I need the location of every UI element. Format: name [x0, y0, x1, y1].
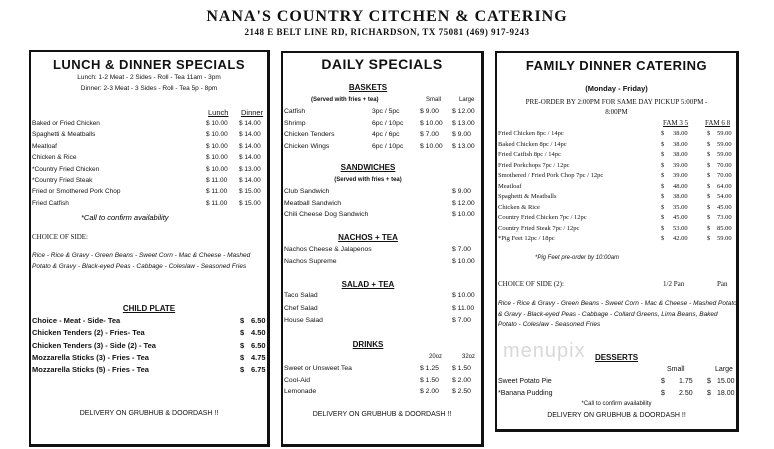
item-price: 45.00 [717, 203, 732, 211]
item-price: $ [661, 161, 665, 169]
item-name: Cool-Aid [284, 376, 311, 384]
item-price: $ [240, 328, 245, 338]
child-plate-list [31, 316, 267, 377]
baskets-served-note: (Served with fries + tea) [311, 97, 379, 103]
menu-row [31, 154, 267, 165]
item-price: $ 10.00 [452, 292, 475, 299]
item-price: $ 14.00 [239, 176, 261, 184]
item-price: $ 14.00 [239, 120, 261, 127]
item-name: Club Sandwich [284, 188, 330, 195]
menu-row [283, 258, 481, 270]
item-price: $ [661, 140, 665, 148]
item-price: 6pc / 10pc [372, 142, 404, 150]
item-name: Spaghetti & Meatballs [32, 131, 96, 139]
menu-row [497, 183, 736, 194]
menu-row [31, 365, 267, 377]
item-price: $ 11.00 [206, 199, 228, 207]
item-price: $ [661, 130, 665, 137]
item-name: Sweet or Unsweet Tea [284, 365, 352, 372]
preorder-line-1: PRE-ORDER BY 2:00PM FOR SAME DAY PICKUP 5:00PM - [525, 98, 708, 106]
item-price: $ 12.00 [452, 199, 475, 207]
item-price: 70.00 [717, 172, 732, 179]
item-name: Fried Porkchops 7pc / 12pc [498, 161, 570, 169]
family-items-list [497, 130, 736, 246]
item-price: $ 14.00 [239, 154, 261, 162]
menu-row [497, 204, 736, 215]
item-price: $ 11.00 [452, 304, 475, 312]
item-price: $ [707, 193, 711, 200]
item-name: Spaghetti & Meatballs [498, 193, 557, 200]
half-pan-header: 1/2 Pan [663, 280, 685, 288]
menu-row [31, 200, 267, 211]
family-catering-title: FAMILY DINNER CATERING [525, 58, 708, 73]
item-price: $ [240, 340, 245, 350]
item-price: $ 13.00 [452, 142, 475, 150]
item-price: $ 13.00 [452, 119, 475, 127]
item-name: Nachos Cheese & Jalapenos [284, 246, 372, 253]
item-price: $ 1.50 [420, 376, 439, 384]
preorder-line-2: 8:00PM [605, 108, 628, 116]
restaurant-address: 2148 E BELT LINE RD, RICHARDSON, TX 75081 (469) 917-9243 [244, 27, 530, 37]
item-price: $ [661, 172, 665, 179]
item-price: 45.00 [673, 214, 688, 221]
item-price: $ [707, 161, 711, 169]
item-price: 38.00 [673, 193, 688, 200]
item-price: 85.00 [717, 224, 732, 232]
item-name: Mozzarella Sticks (5) - Fries - Tea [32, 365, 149, 375]
item-price: $ [661, 214, 665, 221]
menu-row [31, 188, 267, 199]
lunch-note: *Call to confirm availability [81, 213, 169, 222]
item-name: Mozzarella Sticks (3) - Fries - Tea [32, 352, 149, 362]
item-name: Chili Cheese Dog Sandwich [284, 211, 369, 218]
item-name: Country Fried Chicken 7pc / 12pc [498, 214, 587, 221]
side-list: Rice - Rice & Gravy - Green Beans - Sweet Corn - Mac & Cheese - Mashed Potato & Gravy - Black-eyed Peas - Cabbage - Coleslaw - Seasoned Fries [32, 252, 251, 270]
nachos-title: NACHOS + TEA [338, 233, 398, 242]
item-name: Fried Catfish 8pc / 14pc [498, 151, 561, 158]
item-price: $ [707, 214, 711, 221]
item-price: $ 15.00 [239, 188, 261, 196]
item-name: Chicken & Rice [32, 154, 77, 162]
item-price: 4pc / 6pc [372, 131, 400, 138]
watermark-logo: menupix [503, 340, 586, 362]
item-price: $ 1.50 [452, 365, 471, 372]
menu-row [31, 120, 267, 131]
desserts-list [497, 378, 736, 401]
item-price: 6.75 [251, 365, 266, 375]
item-price: $ 11.00 [206, 188, 228, 196]
sandwiches-title: SANDWICHES [340, 163, 396, 172]
item-price: 18.00 [717, 389, 735, 397]
menu-row [497, 141, 736, 152]
item-price: $ 9.00 [452, 131, 471, 138]
fam35-col-header: FAM 3 5 [663, 119, 689, 127]
menu-row [497, 130, 736, 141]
item-price: 59.00 [717, 151, 732, 158]
item-price: $ [240, 352, 245, 362]
dinner-col-header: Dinner [241, 108, 264, 117]
desserts-title: DESSERTS [594, 353, 639, 362]
family-catering-panel [495, 51, 739, 432]
menu-row [283, 292, 481, 305]
item-price: $ 10.00 [206, 131, 228, 139]
item-price: $ 13.00 [239, 165, 261, 173]
menu-row [31, 131, 267, 142]
item-price: 35.00 [673, 203, 688, 211]
nachos-list [283, 246, 481, 269]
item-price: 6.50 [251, 316, 266, 325]
item-price: $ 10.00 [452, 257, 475, 265]
item-name: Chef Salad [284, 304, 318, 312]
item-price: $ [707, 182, 711, 190]
item-price: $ [661, 224, 665, 232]
menu-row [31, 316, 267, 328]
item-price: $ [661, 203, 665, 211]
lunch-hours: Lunch: 1-2 Meat - 2 Sides - Roll - Tea 11am - 3pm [77, 74, 221, 81]
menu-row [283, 377, 481, 389]
item-price: $ 2.00 [452, 376, 471, 384]
item-price: $ [707, 172, 711, 179]
item-name: Chicken & Rice [498, 203, 540, 211]
menu-row [497, 390, 736, 402]
item-name: Lemonade [284, 388, 317, 395]
item-price: $ [707, 224, 711, 232]
item-price: $ 11.00 [206, 176, 228, 184]
item-name: *Pig Feet 12pc / 18pc [498, 235, 555, 242]
item-price: $ 2.50 [452, 388, 471, 395]
pan-header: Pan [717, 280, 728, 288]
item-price: $ 9.00 [452, 188, 471, 195]
item-name: Sweet Potato Pie [498, 378, 552, 385]
menu-row [497, 172, 736, 183]
item-name: Baked or Fried Chicken [32, 120, 100, 127]
baskets-list [283, 108, 481, 154]
child-plate-title: CHILD PLATE [122, 304, 176, 313]
daily-specials-title: DAILY SPECIALS [321, 56, 443, 72]
menu-row [497, 162, 736, 173]
lunch-col-header: Lunch [208, 108, 229, 117]
item-price: $ 14.00 [239, 142, 261, 150]
item-price: 48.00 [673, 182, 688, 190]
item-price: $ 10.00 [206, 165, 228, 173]
delivery-note: DELIVERY ON GRUBHUB & DOORDASH !! [312, 411, 452, 418]
item-price: $ [240, 316, 245, 325]
item-price: $ 7.00 [452, 246, 471, 253]
item-price: 59.00 [717, 130, 732, 137]
item-price: $ [707, 235, 711, 242]
menu-row [31, 143, 267, 154]
sandwiches-list [283, 188, 481, 223]
menu-row [283, 120, 481, 132]
item-price: $ [661, 193, 665, 200]
small-col-header: Small [426, 97, 442, 103]
item-price: $ [661, 235, 665, 242]
salad-title: SALAD + TEA [341, 280, 395, 289]
item-price: $ 2.00 [420, 388, 439, 395]
item-name: Catfish [284, 108, 306, 115]
item-name: Smothered / Fried Pork Chop 7pc / 12pc [498, 172, 604, 179]
side-label: CHOICE OF SIDE: [32, 233, 89, 241]
lunch-items-list [31, 120, 267, 211]
item-price: $ [661, 378, 665, 385]
baskets-title: BASKETS [348, 83, 388, 92]
item-price: 4.75 [251, 352, 266, 362]
item-price: $ [661, 151, 665, 158]
dessert-large-header: Large [715, 366, 733, 373]
item-name: Taco Salad [284, 292, 318, 299]
item-name: Chicken Wings [284, 142, 330, 150]
menu-row [497, 193, 736, 204]
item-price: 4.50 [251, 328, 266, 338]
menu-row [497, 151, 736, 162]
menu-row [31, 177, 267, 188]
days-label: (Monday - Friday) [585, 84, 648, 93]
item-price: $ 10.00 [206, 142, 228, 150]
menu-row [283, 365, 481, 377]
item-price: $ [707, 203, 711, 211]
item-price: $ [707, 378, 711, 385]
item-name: Chicken Tenders (2) - Fries- Tea [32, 328, 145, 338]
menu-row [283, 246, 481, 258]
item-price: 2.50 [679, 389, 693, 397]
item-price: 53.00 [673, 224, 688, 232]
item-price: 6pc / 10pc [372, 119, 404, 127]
item-price: $ 14.00 [239, 131, 261, 139]
menu-row [497, 378, 736, 390]
menu-row [31, 353, 267, 365]
dessert-small-header: Small [667, 366, 685, 373]
drinks-list [283, 365, 481, 400]
item-price: 54.00 [717, 193, 732, 200]
item-name: Choice - Meat - Side- Tea [32, 316, 121, 325]
item-price: $ [661, 389, 665, 397]
menu-row [497, 235, 736, 246]
fam68-col-header: FAM 6 8 [705, 119, 731, 127]
dessert-note: *Call to confirm availability [581, 401, 652, 407]
32oz-col-header: 32oz [462, 354, 476, 360]
item-name: Baked Chicken 8pc / 14pc [498, 140, 567, 148]
item-name: Country Fried Steak 7pc / 12pc [498, 224, 580, 232]
menu-row [31, 166, 267, 177]
menu-row [31, 341, 267, 353]
lunch-dinner-title: LUNCH & DINNER SPECIALS [52, 57, 246, 72]
item-name: House Salad [284, 317, 323, 324]
pig-feet-note: *Pig Feet pre-order by 10:00am [535, 255, 620, 261]
item-price: 3pc / 5pc [372, 108, 400, 115]
item-price: $ [707, 130, 711, 137]
menu-row [283, 188, 481, 200]
item-price: $ 7.00 [452, 317, 471, 324]
menu-row [283, 131, 481, 143]
item-price: $ [240, 365, 245, 375]
menu-row [283, 388, 481, 400]
item-price: $ 15.00 [239, 199, 261, 207]
item-price: $ [707, 151, 711, 158]
item-name: Meatloaf [498, 182, 522, 190]
item-price: $ 10.00 [420, 142, 443, 150]
item-price: 1.75 [679, 378, 693, 385]
item-price: $ 10.00 [420, 119, 443, 127]
item-name: Chicken Tenders [284, 131, 335, 138]
item-price: 38.00 [673, 151, 688, 158]
item-price: $ [661, 182, 665, 190]
item-price: 38.00 [673, 140, 688, 148]
item-price: $ 12.00 [452, 108, 475, 115]
item-price: $ [707, 140, 711, 148]
menu-row [283, 108, 481, 120]
item-price: 59.00 [717, 235, 732, 242]
item-name: Fried or Smothered Pork Chop [32, 188, 121, 196]
item-name: Meatball Sandwich [284, 199, 342, 207]
item-name: Shrimp [284, 119, 306, 127]
item-name: Meatloaf [32, 142, 57, 150]
item-price: 70.00 [717, 161, 732, 169]
item-price: 64.00 [717, 182, 732, 190]
delivery-note: DELIVERY ON GRUBHUB & DOORDASH !! [547, 412, 686, 419]
item-price: 15.00 [717, 378, 735, 385]
restaurant-name: NANA'S COUNTRY CITCHEN & CATERING [206, 8, 568, 25]
menu-row [283, 211, 481, 223]
item-price: 59.00 [717, 140, 732, 148]
menu-row [31, 328, 267, 340]
lunch-dinner-panel [29, 50, 270, 447]
item-price: $ 10.00 [452, 211, 475, 218]
menu-row [283, 143, 481, 155]
menu-row [497, 214, 736, 225]
20oz-col-header: 20oz [429, 354, 443, 360]
item-price: $ 10.00 [206, 120, 228, 127]
item-name: Chicken Tenders (3) - Side (2) - Tea [32, 340, 156, 350]
item-price: $ 9.00 [420, 108, 439, 115]
menu-row [283, 200, 481, 212]
salads-list [283, 292, 481, 330]
item-price: 39.00 [673, 172, 688, 179]
item-price: 73.00 [717, 214, 732, 221]
item-price: 6.50 [251, 340, 266, 350]
item-price: 38.00 [673, 130, 688, 137]
delivery-note: DELIVERY ON GRUBHUB & DOORDASH !! [79, 410, 219, 417]
item-name: *Country Fried Chicken [32, 165, 100, 173]
large-col-header: Large [459, 97, 475, 103]
daily-specials-panel [281, 51, 484, 447]
item-price: $ 7.00 [420, 131, 439, 138]
item-price: $ 1.25 [420, 365, 439, 372]
side-list: Rice - Rice & Gravy - Green Beans - Sweet Corn - Mac & Cheese - Mashed Potato & Gravy - Black-eyed Peas - Cabbage - Collard Greens, Lima Beans, Baked Potato - Coleslaw - Seasoned Fries [498, 300, 737, 328]
item-name: *Banana Pudding [498, 389, 553, 397]
menu-row [283, 305, 481, 318]
sandwiches-served-note: (Served with fries + tea) [334, 177, 402, 183]
item-price: $ [707, 389, 711, 397]
item-price: 42.00 [673, 235, 688, 242]
item-price: $ 10.00 [206, 154, 228, 162]
dinner-hours: Dinner: 2-3 Meat - 3 Sides - Roll - Tea 5p - 8pm [80, 85, 218, 92]
drinks-title: DRINKS [352, 340, 384, 349]
item-name: Nachos Supreme [284, 257, 337, 265]
menu-row [283, 317, 481, 330]
side-label: CHOICE OF SIDE (2): [498, 280, 564, 288]
item-price: 39.00 [673, 161, 688, 169]
menu-row [497, 225, 736, 236]
item-name: Fried Chicken 8pc / 14pc [498, 130, 564, 137]
item-name: *Country Fried Steak [32, 176, 93, 184]
item-name: Fried Catfish [32, 199, 69, 207]
